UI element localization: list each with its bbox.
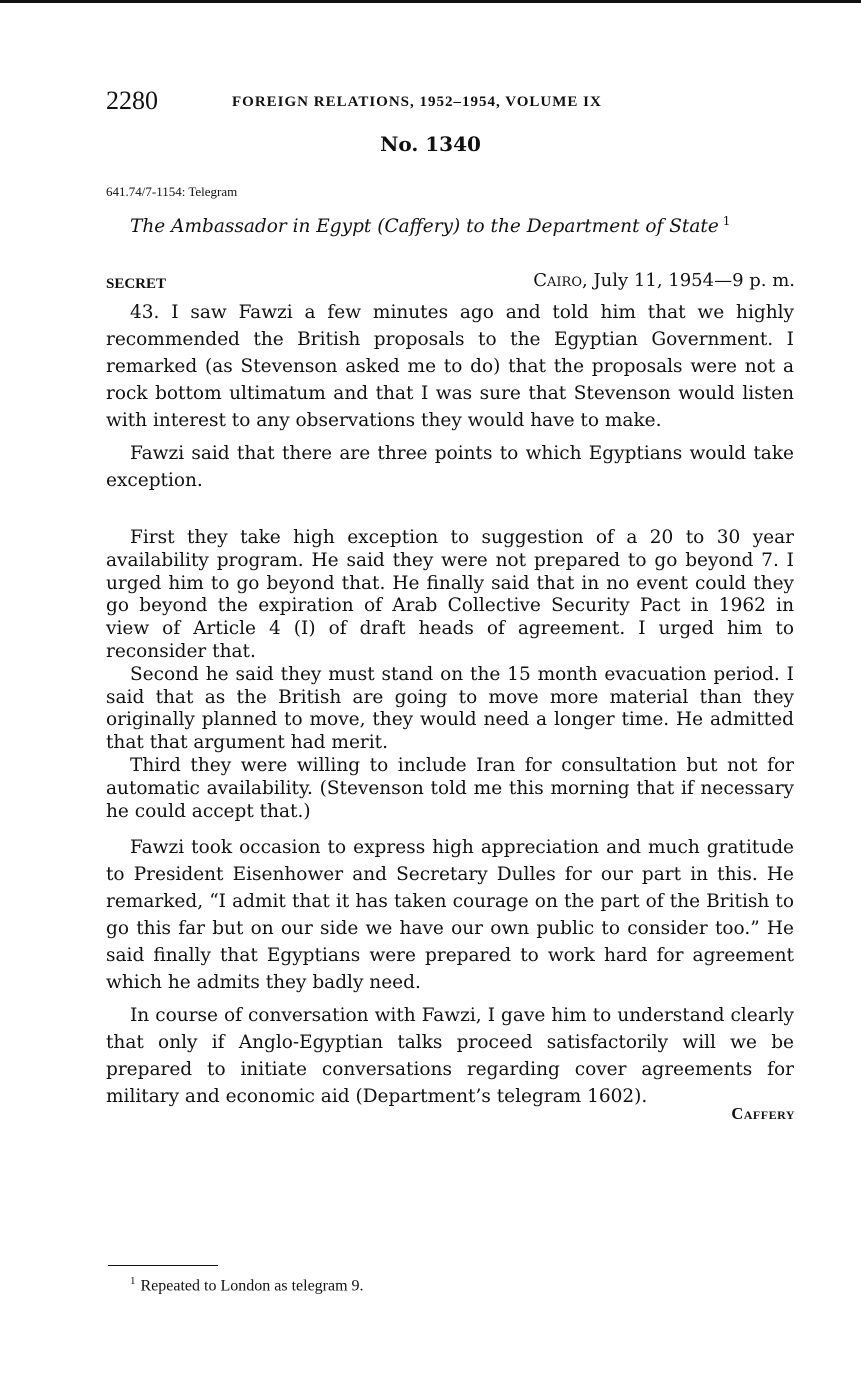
footnote-marker: 1 xyxy=(130,1275,136,1287)
running-head: FOREIGN RELATIONS, 1952–1954, VOLUME IX xyxy=(232,94,602,110)
title-footnote-marker: 1 xyxy=(722,214,731,228)
body-section-points xyxy=(106,527,794,823)
paragraph-7: In course of conversation with Fawzi, I gave him to understand clearly that only if Anglo-Egyptian talks proceed satisfactorily will we be prepared to initiate conversations regarding cover agreements for military and economic aid (Department’s telegram 1602). xyxy=(106,1005,794,1107)
classification-label: SECRET xyxy=(106,276,167,292)
top-border-rule xyxy=(0,0,861,3)
dateline-place: Cairo, xyxy=(533,270,588,291)
paragraph-6: Fawzi took occasion to express high appreciation and much gratitude to President Eisenhower and Secretary Dulles for our part in this. He remarked, “I admit that it has taken courage on the part of the British to go this far but on our side we have our own public to consider too.” He said finally that Egyptians were prepared to work hard for agreement which he admits they badly need. xyxy=(106,837,794,993)
page-header xyxy=(106,86,796,120)
paragraph-3: First they take high exception to suggestion of a 20 to 30 year availability program. He said they were not prepared to go beyond 7. I urged him to go beyond that. He finally said that in no event could they go beyond the expiration of Arab Collective Security Pact in 1962 in view of Article 4 (I) of draft heads of agreement. I urged him to reconsider that. xyxy=(106,527,794,662)
file-reference: 641.74/7-1154: Telegram xyxy=(106,184,238,199)
footnote-text: Repeated to London as telegram 9. xyxy=(140,1277,364,1295)
footnote-divider xyxy=(108,1265,218,1266)
paragraph-1: 43. I saw Fawzi a few minutes ago and told him that we highly recommended the British proposals to the Egyptian Government. I remarked (as Stevenson asked me to do) that the proposals were not a rock bottom ultimatum and that I was sure that Stevenson would listen with interest to any observations they would have to make. xyxy=(106,302,794,431)
paragraph-5: Third they were willing to include Iran for consultation but not for automatic availability. (Stevenson told me this morning that if necessary he could accept that.) xyxy=(106,754,794,822)
document-number: No. 1340 xyxy=(380,132,481,156)
dateline-date: July 11, 1954—9 p. m. xyxy=(593,270,795,291)
paragraph-4: Second he said they must stand on the 15 month evacuation period. I said that as the British are going to move more material than they originally planned to move, they would need a longer time. He admitted that that argument had merit. xyxy=(106,663,794,754)
signature: Caffery xyxy=(731,1104,795,1123)
page-number: 2280 xyxy=(106,86,158,115)
paragraph-2: Fawzi said that there are three points to which Egyptians would take exception. xyxy=(106,443,794,491)
dateline xyxy=(533,270,795,291)
document-title-text: The Ambassador in Egypt (Caffery) to the Department of State xyxy=(130,216,719,238)
document-title xyxy=(130,214,730,237)
body-section-opening xyxy=(106,299,794,494)
body-section-closing xyxy=(106,834,794,1110)
footnote xyxy=(130,1275,364,1295)
